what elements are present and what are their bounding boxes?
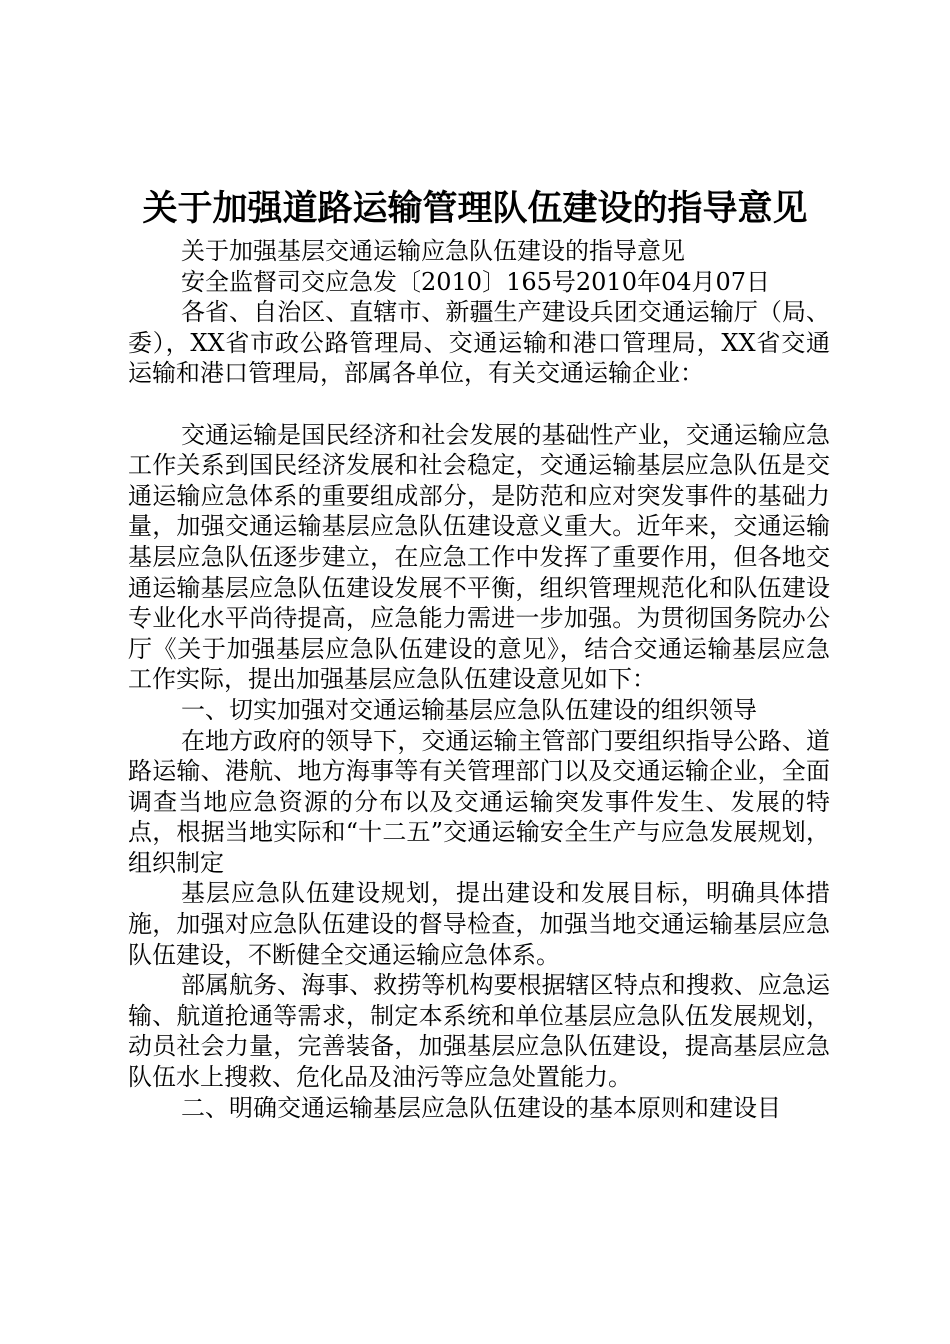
body-paragraph: 基层应急队伍建设规划，提出建设和发展目标，明确具体措施，加强对应急队伍建设的督导检查，加强当地交通运输基层应急队伍建设，不断健全交通运输应急体系。: [128, 879, 830, 969]
blank-line: [128, 389, 830, 420]
body-paragraph: 部属航务、海事、救捞等机构要根据辖区特点和搜救、应急运输、航道抢通等需求，制定本系统和单位基层应急队伍发展规划，动员社会力量，完善装备，加强基层应急队伍建设，提高基层应急队伍水上搜救、危化品及油污等应急处置能力。: [128, 971, 830, 1092]
section-heading: 二、明确交通运输基层应急队伍建设的基本原则和建设目: [181, 1093, 781, 1122]
document-body: [128, 236, 830, 1123]
document-subtitle: 关于加强基层交通运输应急队伍建设的指导意见: [181, 237, 685, 265]
recipients-paragraph: 各省、自治区、直辖市、新疆生产建设兵团交通运输厅（局、委），XX省市政公路管理局、交通运输和港口管理局，XX省交通运输和港口管理局，部属各单位，有关交通运输企业：: [128, 298, 830, 388]
body-paragraph: 交通运输是国民经济和社会发展的基础性产业，交通运输应急工作关系到国民经济发展和社会稳定，交通运输基层应急队伍是交通运输应急体系的重要组成部分，是防范和应对突发事件的基础力量，加强交通运输基层应急队伍建设意义重大。近年来，交通运输基层应急队伍逐步建立，在应急工作中发挥了重要作用，但各地交通运输基层应急队伍建设发展不平衡，组织管理规范化和队伍建设专业化水平尚待提高，应急能力需进一步加强。为贯彻国务院办公厅《关于加强基层应急队伍建设的意见》，结合交通运输基层应急工作实际，提出加强基层应急队伍建设意见如下：: [128, 420, 830, 694]
section-heading: 一、切实加强对交通运输基层应急队伍建设的组织领导: [181, 695, 757, 724]
document-title: 关于加强道路运输管理队伍建设的指导意见: [142, 188, 808, 229]
body-paragraph: 在地方政府的领导下，交通运输主管部门要组织指导公路、道路运输、港航、地方海事等有关管理部门以及交通运输企业，全面调查当地应急资源的分布以及交通运输突发事件发生、发展的特点，根据当地实际和“十二五”交通运输安全生产与应急发展规划，组织制定: [128, 726, 830, 877]
document-number: 安全监督司交应急发〔2010〕165号2010年04月07日: [181, 267, 771, 296]
